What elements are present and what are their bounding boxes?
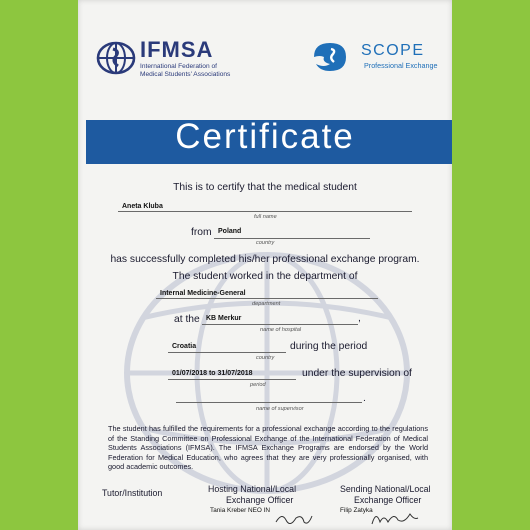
ifmsa-wordmark: IFMSA <box>140 37 214 62</box>
hospital-comma: , <box>358 313 361 324</box>
country-caption: country <box>256 240 275 246</box>
scope-logo-icon <box>310 40 350 74</box>
full-name-line <box>118 211 412 212</box>
hosting-signature-icon <box>274 508 314 528</box>
hospital-line <box>202 324 358 325</box>
certificate-page <box>78 0 452 530</box>
country-line <box>214 238 370 239</box>
ifmsa-subtitle-line2: Medical Students' Associations <box>140 71 231 78</box>
period-line <box>168 379 296 380</box>
supervision-text: under the supervision of <box>302 368 412 379</box>
tutor-label: Tutor/Institution <box>102 488 163 498</box>
from-label: from <box>191 227 212 238</box>
supervisor-caption: name of supervisor <box>256 406 304 412</box>
sending-officer-name: Filip Zatyka <box>340 507 373 514</box>
ifmsa-subtitle-line1: International Federation of <box>140 63 217 70</box>
sending-signature-icon <box>370 508 420 528</box>
department-value: Internal Medicine-General <box>160 290 246 297</box>
intro-text: This is to certify that the medical student <box>173 182 357 193</box>
sending-officer-label-line1: Sending National/Local <box>340 484 431 494</box>
during-period-text: during the period <box>290 341 368 352</box>
requirements-paragraph: The student has fulfilled the requirements for a professional exchange according to the regulations of the Standing Committee on Professional Exchange of the International Federation of Medical Students Associations (IFMSA). The IFMSA Exchange Programs are endorsed by the World Federation for Medical Education, who agrees that they are very professionally organised, with good academic outcomes. <box>108 424 428 472</box>
host-country-value: Croatia <box>172 343 197 350</box>
sending-officer-label-line2: Exchange Officer <box>354 495 422 505</box>
supervisor-line <box>176 402 362 403</box>
hosting-officer-label-line2: Exchange Officer <box>226 495 294 505</box>
hosting-officer-label-line1: Hosting National/Local <box>208 484 297 494</box>
period-value: 01/07/2018 to 31/07/2018 <box>172 370 253 377</box>
scope-wordmark: SCOPE <box>361 42 425 59</box>
supervisor-period-mark: . <box>363 393 366 404</box>
full-name-value: Aneta Kluba <box>122 203 163 210</box>
hospital-value: KB Merkur <box>206 315 242 322</box>
country-value: Poland <box>218 228 242 235</box>
hosting-officer-name: Tania Kreber NEO IN <box>210 507 271 514</box>
worked-in-text: The student worked in the department of <box>172 271 358 282</box>
at-the-label: at the <box>174 314 200 325</box>
certificate-title: Certificate <box>175 117 355 156</box>
completed-text: has successfully completed his/her professional exchange program. <box>110 254 420 265</box>
hospital-caption: name of hospital <box>260 327 302 333</box>
department-line <box>156 298 378 299</box>
department-caption: department <box>252 301 281 307</box>
host-country-line <box>168 352 286 353</box>
scope-subtitle: Professional Exchange <box>364 61 438 70</box>
host-country-caption: country <box>256 355 275 361</box>
period-caption: period <box>250 382 266 388</box>
full-name-caption: full name <box>254 214 277 220</box>
ifmsa-globe-icon <box>96 38 136 78</box>
